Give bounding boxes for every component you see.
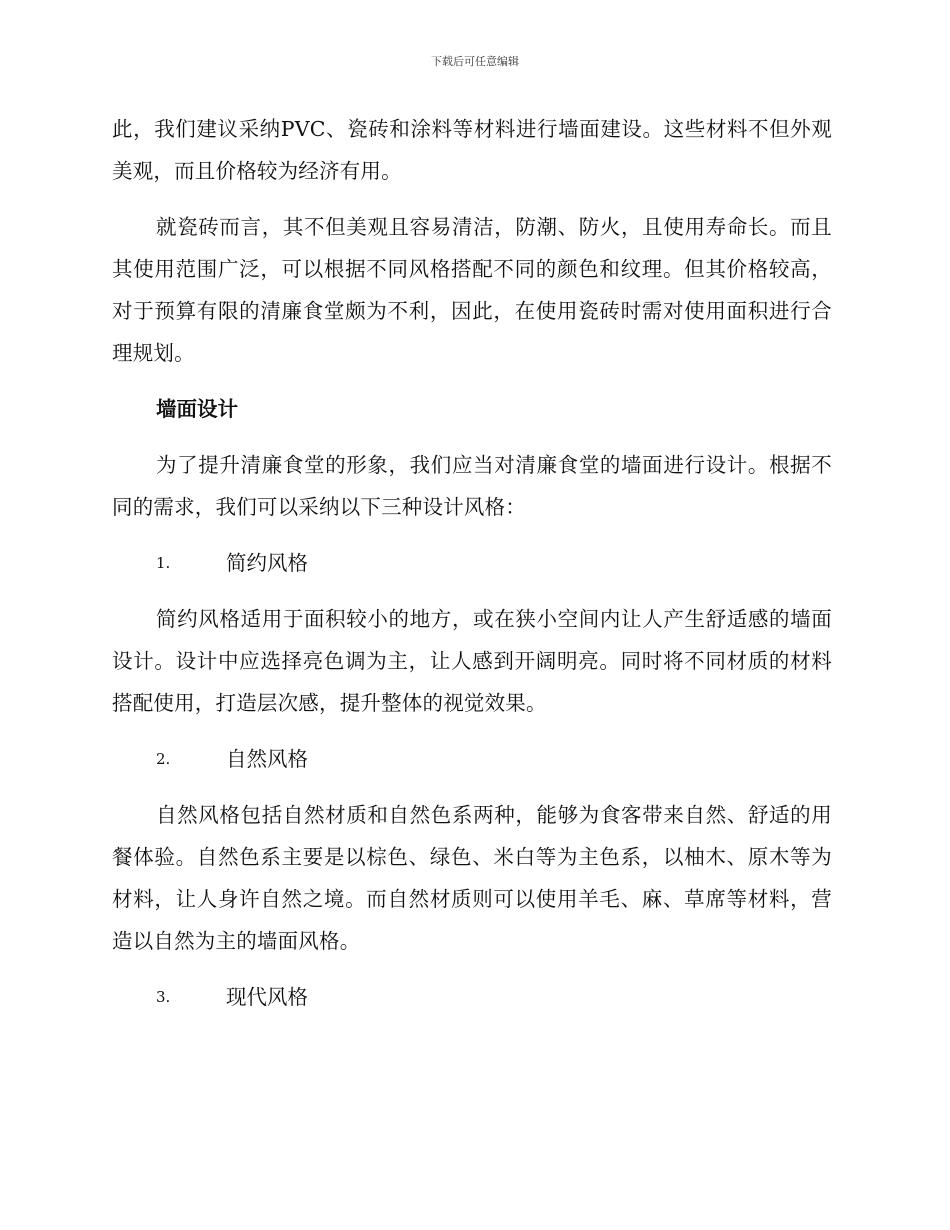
- list-label: 自然风格: [226, 747, 308, 771]
- list-number: 3.: [156, 988, 171, 1006]
- page-header: 下载后可任意编辑: [431, 55, 519, 68]
- paragraph-natural-style: 自然风格包括自然材质和自然色系两种，能够为食客带来自然、舒适的用餐体验。自然色系主要是以棕色、绿色、米白等为主色系，以柚木、原木等为材料，让人身许自然之境。而自然材质则可以使用羊毛、麻、草席等材料，营造以自然为主的墙面风格。: [112, 803, 832, 953]
- paragraph-materials: 此，我们建议采纳PVC、瓷砖和涂料等材料进行墙面建设。这些材料不但外观美观，而且价格较为经济有用。: [112, 117, 832, 183]
- list-label: 现代风格: [226, 985, 308, 1009]
- list-item-modern-style: [112, 976, 832, 1018]
- document-body: [112, 108, 832, 1032]
- paragraph-tiles: 就瓷砖而言，其不但美观且容易清洁，防潮、防火，且使用寿命长。而且其使用范围广泛，可以根据不同风格搭配不同的颜色和纹理。但其价格较高，对于预算有限的清廉食堂颇为不利，因此，在使用瓷砖时需对使用面积进行合理规划。: [112, 215, 832, 365]
- list-label: 简约风格: [226, 551, 308, 575]
- list-number: 2.: [156, 750, 171, 768]
- paragraph-design-intro: 为了提升清廉食堂的形象，我们应当对清廉食堂的墙面进行设计。根据不同的需求，我们可以采纳以下三种设计风格：: [112, 453, 832, 519]
- list-item-natural-style: [112, 738, 832, 780]
- section-heading: 墙面设计: [156, 397, 238, 421]
- list-number: 1.: [156, 554, 171, 572]
- list-item-simple-style: [112, 542, 832, 584]
- paragraph-simple-style: 简约风格适用于面积较小的地方，或在狭小空间内让人产生舒适感的墙面设计。设计中应选择亮色调为主，让人感到开阔明亮。同时将不同材质的材料搭配使用，打造层次感，提升整体的视觉效果。: [112, 607, 832, 715]
